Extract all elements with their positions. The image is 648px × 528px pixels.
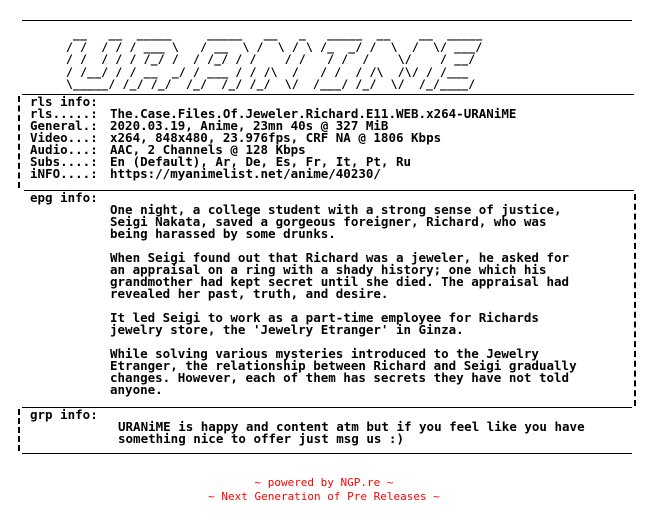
rls-label-info: iNFO....:	[30, 166, 98, 181]
footer-powered-by: ~ powered by NGP.re ~	[254, 476, 394, 489]
rls-label-audio: Audio...:	[30, 142, 98, 157]
epg-right-border	[634, 194, 636, 406]
rls-label-general: General.:	[30, 118, 98, 133]
general-info: 2020.03.19, Anime, 23mn 40s @ 327 MiB	[110, 118, 389, 133]
synopsis-paragraph: It led Seigi to work as a part-time employee for Richards jewelry store, the 'Jewelry Etranger' in Ginza.	[110, 310, 539, 337]
footer-tagline: ~ Next Generation of Pre Releases ~	[208, 490, 440, 503]
epg-header: epg info:	[30, 190, 98, 205]
audio-info: AAC, 2 Channels @ 128 Kbps	[110, 142, 306, 157]
synopsis-paragraph: While solving various mysteries introduced to the Jewelry Etranger, the relationship between Richard and Seigi gradually changes. However, each of them has secrets they have not told anyone.	[110, 346, 577, 397]
subs-info: En (Default), Ar, De, Es, Fr, It, Pt, Ru	[110, 154, 412, 169]
rls-labels	[30, 108, 98, 180]
rls-label-subs: Subs....:	[30, 154, 98, 169]
uranime-ascii-logo: __ __ _____ _____ __ _ _____ __ __ _____ / / / / / ___ \ / __ \ / \ / \ /_ _/ / \ / \/ ___/ / / / / / /_/ / / /_/ / / / / / / / \/ / __/ / /__/ / / __ _/ / ___ / / /\ / / / / /\ /\/ / /___ \_____/ /_/ /_/ /_/ /_/ /_/ \/ /___/ /_/ \/ /_/____/	[66, 27, 483, 91]
synopsis-paragraph: One night, a college student with a strong sense of justice, Seigi Nakata, saved a gorgeous foreigner, Richard, who was being harassed by some drunks.	[110, 202, 562, 241]
rls-label-rls: rls.....:	[30, 106, 98, 121]
bottom-rule	[22, 453, 632, 454]
top-rule	[22, 20, 632, 21]
rls-label-video: Video...:	[30, 130, 98, 145]
grp-message: URANiME is happy and content atm but if you feel like you have something nice to offer just msg us :)	[118, 419, 585, 446]
epg-bottom-rule	[22, 407, 632, 408]
epg-synopsis	[110, 204, 577, 408]
video-info: x264, 848x480, 23.976fps, CRF NA @ 1806 Kbps	[110, 130, 442, 145]
grp-header: grp info:	[30, 407, 98, 422]
logo-bottom-rule	[22, 94, 634, 95]
release-name: The.Case.Files.Of.Jeweler.Richard.E11.WEB.x264-URANiME	[110, 106, 517, 121]
grp-left-border	[18, 409, 20, 451]
rls-left-border	[18, 96, 20, 188]
synopsis-paragraph: When Seigi found out that Richard was a jeweler, he asked for an appraisal on a ring with a shady history; one which his grandmother had kept secret until she died. The appraisal had revealed her past, truth, and desire.	[110, 250, 570, 301]
info-link[interactable]: https://myanimelist.net/anime/40230/	[110, 166, 381, 181]
rls-header: rls info:	[30, 94, 98, 109]
rls-bottom-rule	[24, 190, 634, 191]
rls-values	[110, 108, 516, 180]
